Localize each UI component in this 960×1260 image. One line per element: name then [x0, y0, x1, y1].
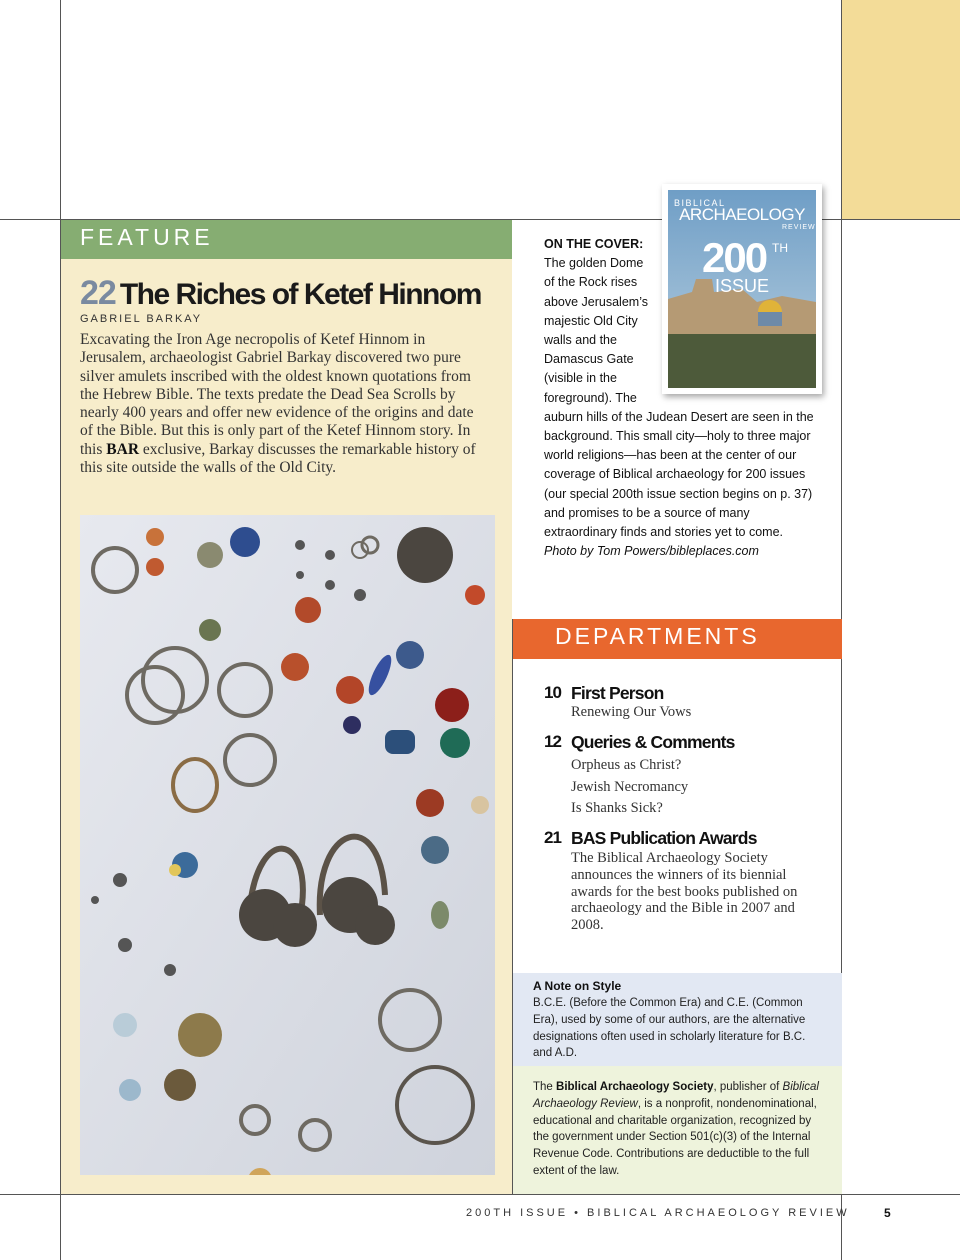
bas-mid: , publisher of [713, 1081, 780, 1093]
cover-caption-line: of the Rock rises [544, 275, 638, 290]
blurb-bar: BAR [106, 440, 140, 458]
department-subtitle: Orpheus as Christ? [571, 757, 682, 773]
cover-photo-credit: Photo by Tom Powers/bibleplaces.com [544, 544, 759, 559]
department-title: BAS Publication Awards [571, 828, 757, 848]
cover-caption-line: (visible in the [544, 371, 617, 386]
blurb-text-1: Excavating the Iron Age necropolis of Ketef Hinnom in Jerusalem, archaeologist Gabriel Barkay discovered two pure silver amulets inscribed with the oldest known quotations from the Hebrew Bible. The texts predate the Dead Sea Scrolls by nearly 400 years and offer new evidence of the origins and date of the Bible. But this is only part of the Ketef Hinnom story. In this [80, 331, 474, 458]
footer-rule [0, 1194, 960, 1195]
article-title: The Riches of Ketef Hinnom [119, 278, 481, 311]
bas-statement [533, 1079, 823, 1180]
bas-body: , is a nonprofit, nondenominational, educational and charitable organization, recognized by the government under Section 501(c)(3) of the Internal Revenue Code. Contributions are deductible to the full extent of the law. [533, 1097, 817, 1177]
department-subtitle: Renewing Our Vows [571, 704, 692, 720]
departments-section-label: DEPARTMENTS [555, 623, 760, 649]
feature-article-link[interactable] [80, 274, 481, 313]
note-on-style-box [513, 973, 842, 1066]
cover-caption-line: foreground). The [544, 390, 637, 405]
department-subtitle: Jewish Necromancy [571, 779, 689, 795]
article-page-number: 22 [80, 274, 116, 312]
cover-caption-rest: auburn hills of the Judean Desert are seen in the background. This small city—holy to three major world religions—has been at the center of our coverage of Biblical archaeology for 200 issues (our special 200th issue section begins on p. 37) and promises to be a source of many extraordinary finds and stories yet to come. [544, 409, 814, 540]
article-author: GABRIEL BARKAY [80, 313, 203, 325]
corner-color-block [842, 0, 960, 219]
cover-thumb-masthead-small: BIBLICAL [674, 198, 726, 208]
department-page-number: 10 [544, 683, 561, 702]
cover-thumb-masthead-review: REVIEW [782, 224, 816, 231]
department-page-number: 12 [544, 732, 561, 751]
cover-caption-line: majestic Old City [544, 313, 638, 328]
page-number: 5 [884, 1206, 891, 1220]
cover-thumb-issue-word: ISSUE [714, 276, 770, 296]
cover-thumb-issue-number: 200 [702, 234, 767, 281]
feature-section-label: FEATURE [80, 224, 214, 250]
blurb-text-2: exclusive, Barkay discusses the remarkable history of this site outside the walls of the Old City. [80, 440, 476, 477]
department-description: The Biblical Archaeology Society announces the winners of its biennial awards for the best books published on archaeology and the Bible in 2007 and 2008. [571, 850, 798, 934]
cover-caption-line: The golden Dome [544, 256, 644, 271]
note-on-style-title: A Note on Style [533, 979, 622, 993]
bas-intro: The [533, 1081, 553, 1093]
cover-caption-line: Damascus Gate [544, 352, 634, 367]
article-blurb [80, 331, 480, 477]
bas-org-name: Biblical Archaeology Society [556, 1081, 714, 1093]
bas-magazine: Biblical Archaeology Review [533, 1081, 819, 1110]
cover-caption-line: above Jerusalem’s [544, 294, 648, 309]
bas-statement-box [513, 1066, 842, 1194]
cover-thumbnail[interactable] [662, 184, 822, 394]
artifacts-photo [80, 515, 495, 1175]
department-entry[interactable] [544, 828, 804, 938]
cover-caption-title: ON THE COVER: [544, 237, 644, 251]
cover-thumb-issue-suffix: TH [772, 241, 788, 255]
departments-header-band [513, 619, 842, 659]
department-entry[interactable] [544, 683, 804, 723]
department-subtitle: Is Shanks Sick? [571, 800, 663, 816]
department-title: First Person [571, 683, 664, 703]
feature-header-band [61, 220, 512, 259]
running-footer: 200TH ISSUE • BIBLICAL ARCHAEOLOGY REVIEW [466, 1207, 850, 1219]
cover-caption-line: walls and the [544, 333, 617, 348]
department-entry[interactable] [544, 732, 804, 822]
note-on-style-body: B.C.E. (Before the Common Era) and C.E. (Common Era), used by some of our authors, are the alternative designations often used in scholarly literature for B.C. and A.D. [533, 997, 806, 1060]
cover-thumb-masthead-big: ARCHAEOLOGY [679, 205, 805, 224]
department-title: Queries & Comments [571, 732, 735, 752]
department-page-number: 21 [544, 828, 561, 847]
